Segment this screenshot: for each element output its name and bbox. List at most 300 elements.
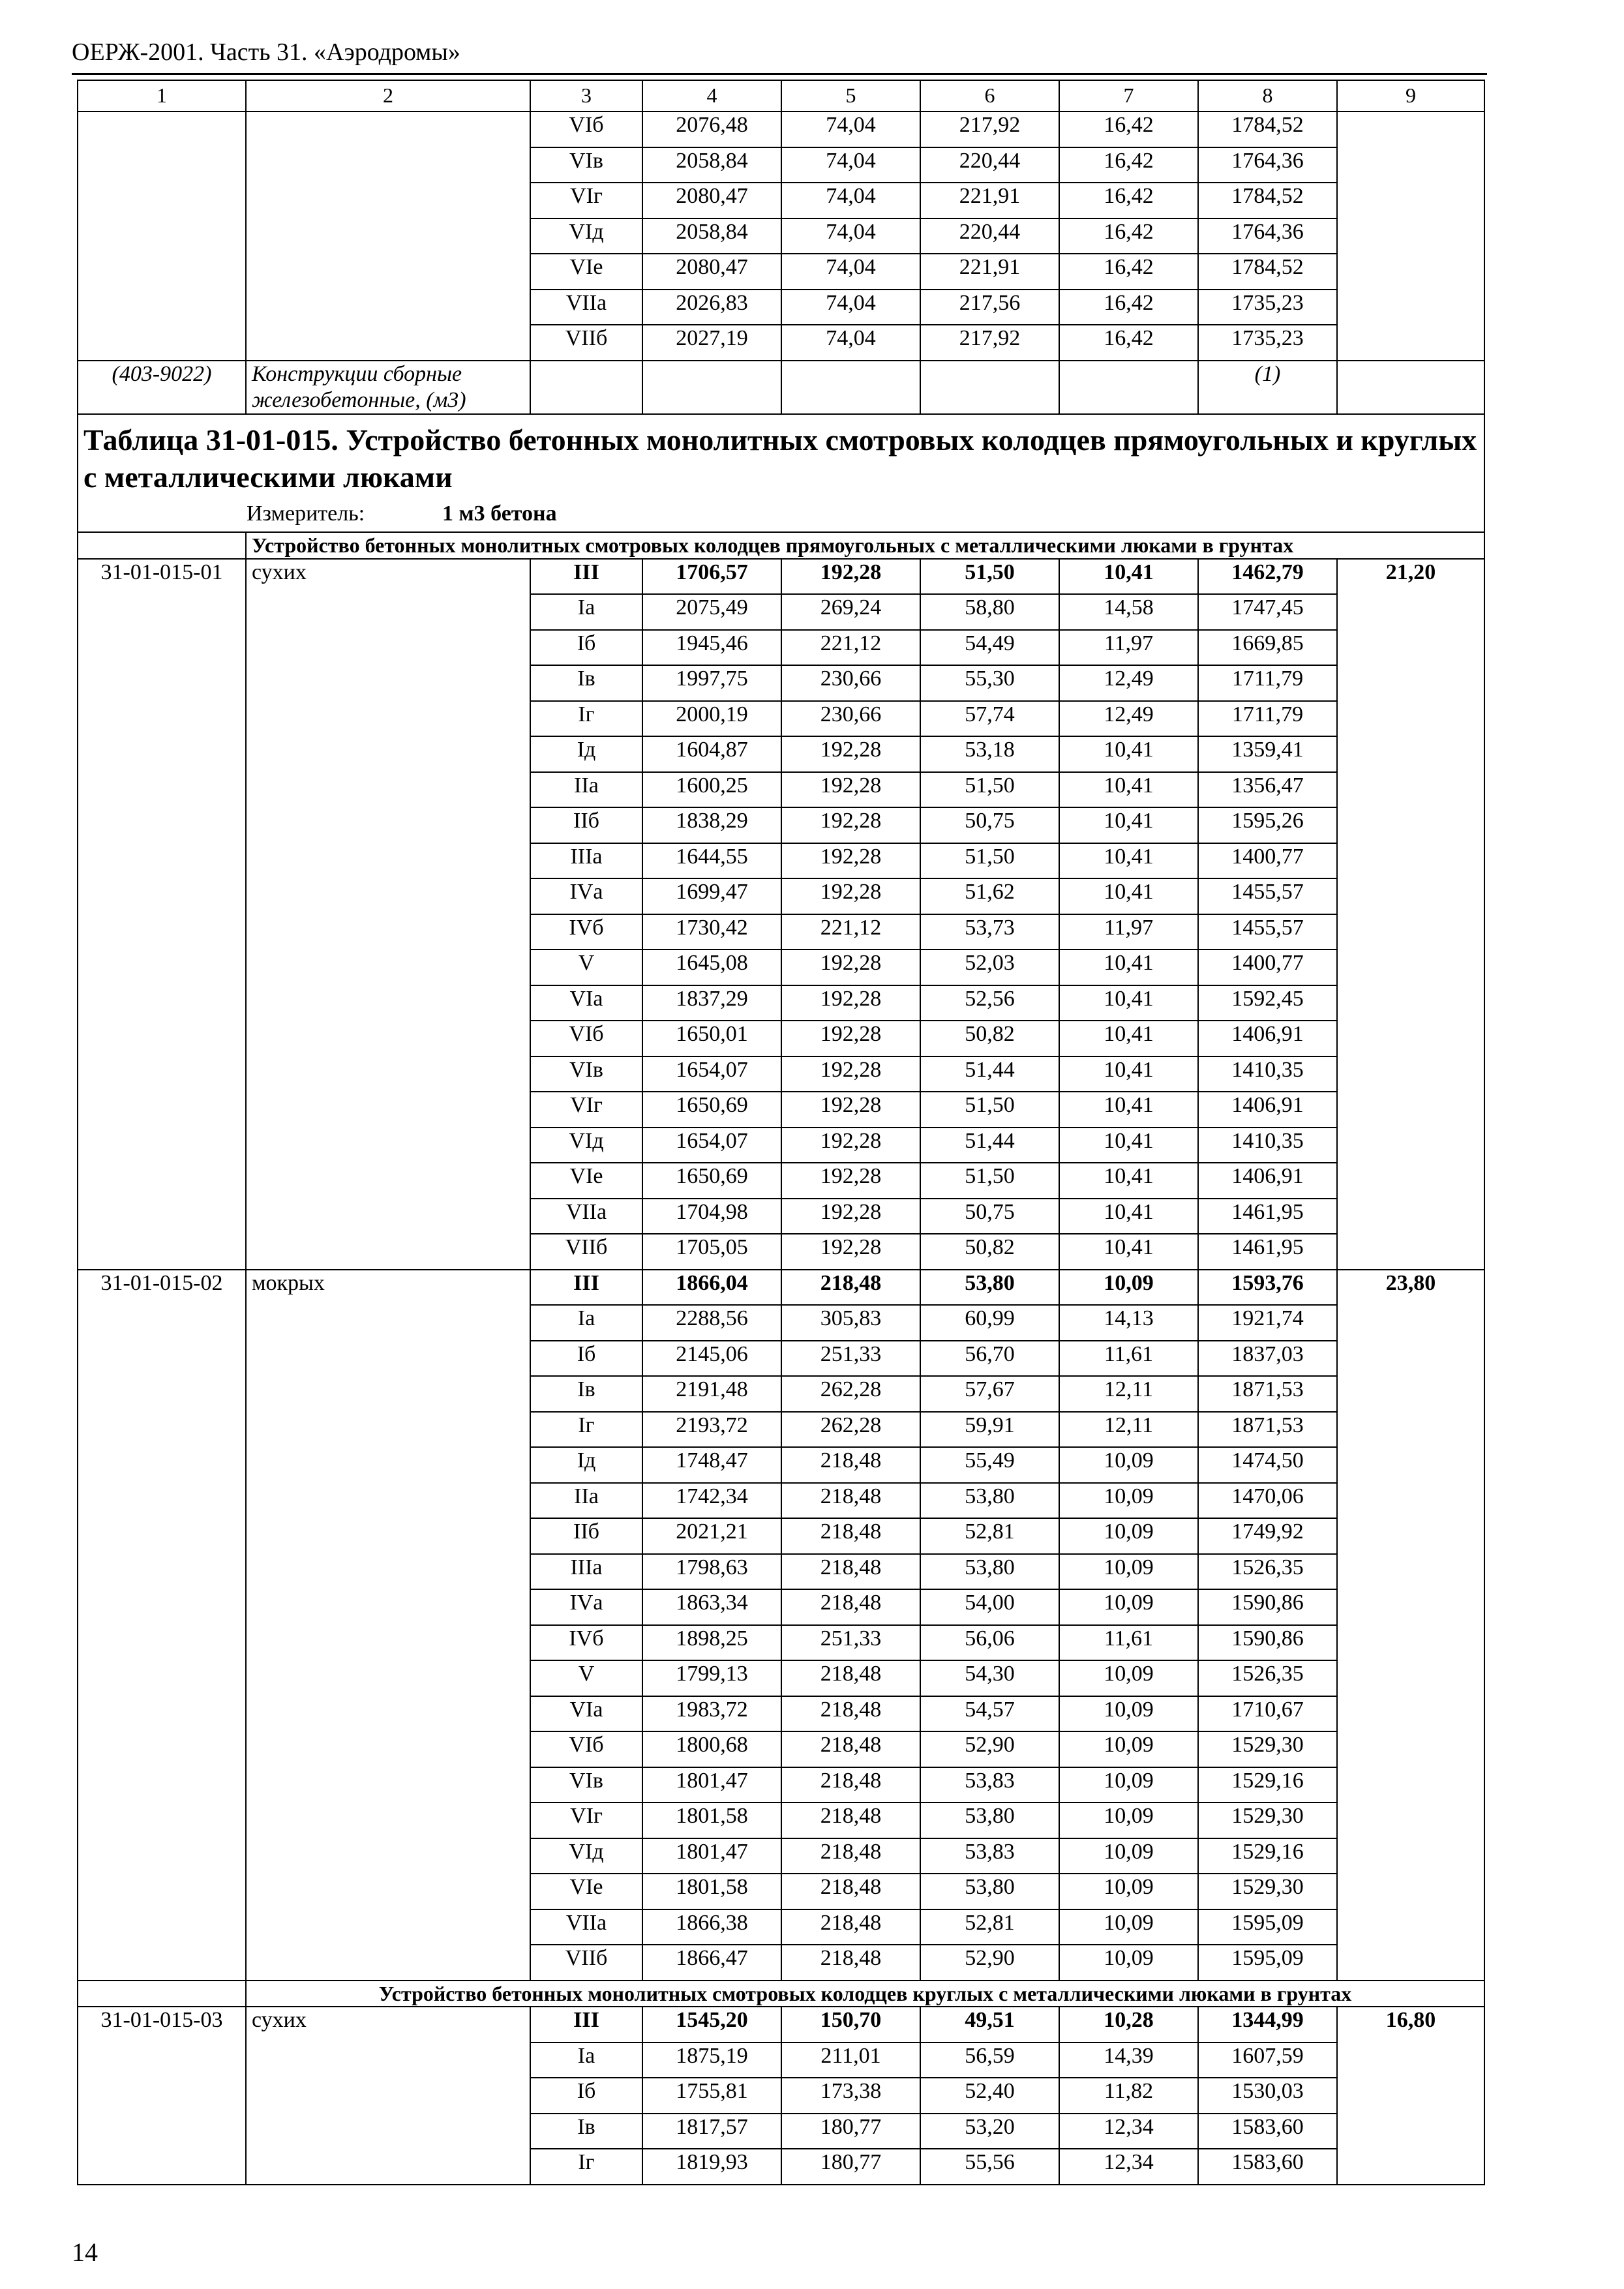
value-cell: 192,28 xyxy=(781,950,920,985)
value-cell: 1529,30 xyxy=(1198,1874,1337,1909)
value-cell: 2288,56 xyxy=(642,1305,781,1341)
resource-name: Конструкции сборные железобетонные, (м3) xyxy=(246,361,530,414)
value-cell: 1595,09 xyxy=(1198,1909,1337,1945)
value-cell: 1654,07 xyxy=(642,1056,781,1092)
value-cell: 10,41 xyxy=(1059,1128,1198,1163)
value-cell: 52,03 xyxy=(920,950,1059,985)
measure-label: Измеритель: xyxy=(247,501,365,526)
zone-cell: Iа xyxy=(530,594,642,630)
value-cell: 1455,57 xyxy=(1198,878,1337,914)
value-cell: 2058,84 xyxy=(642,218,781,254)
value-cell: 52,90 xyxy=(920,1731,1059,1767)
rate-code: 31-01-015-01 xyxy=(78,559,246,1270)
value-cell: 2191,48 xyxy=(642,1376,781,1412)
value-cell: 16,42 xyxy=(1059,112,1198,147)
value-cell: 230,66 xyxy=(781,665,920,701)
empty-cell xyxy=(781,361,920,414)
value-cell: 211,01 xyxy=(781,2042,920,2078)
value-cell: 1711,79 xyxy=(1198,665,1337,701)
value-cell: 50,75 xyxy=(920,807,1059,843)
value-cell: 218,48 xyxy=(781,1945,920,1981)
value-cell: 1474,50 xyxy=(1198,1447,1337,1483)
value-cell: 1866,38 xyxy=(642,1909,781,1945)
value-cell: 10,41 xyxy=(1059,807,1198,843)
zone-cell: IIIа xyxy=(530,1554,642,1590)
value-cell: 1650,69 xyxy=(642,1092,781,1128)
value-cell: 1997,75 xyxy=(642,665,781,701)
value-cell: 1462,79 xyxy=(1198,559,1337,595)
value-cell: 1784,52 xyxy=(1198,254,1337,290)
rate-name: сухих xyxy=(246,559,530,1270)
value-cell: 12,34 xyxy=(1059,2114,1198,2149)
value-cell: 1838,29 xyxy=(642,807,781,843)
value-cell: 2027,19 xyxy=(642,325,781,361)
measure-value: 1 м3 бетона xyxy=(442,501,557,526)
empty-labor-cell xyxy=(1337,112,1484,361)
resource-row xyxy=(78,361,1484,414)
zone-cell: Iд xyxy=(530,736,642,772)
value-cell: 53,80 xyxy=(920,1483,1059,1519)
value-cell: 1800,68 xyxy=(642,1731,781,1767)
value-cell: 218,48 xyxy=(781,1767,920,1803)
empty-code-cell xyxy=(78,112,246,361)
value-cell: 218,48 xyxy=(781,1660,920,1696)
zone-cell: VIе xyxy=(530,1874,642,1909)
value-cell: 1801,47 xyxy=(642,1838,781,1874)
value-cell: 1801,58 xyxy=(642,1803,781,1838)
value-cell: 1871,53 xyxy=(1198,1376,1337,1412)
value-cell: 1730,42 xyxy=(642,914,781,950)
value-cell: 51,50 xyxy=(920,772,1059,808)
value-cell: 54,30 xyxy=(920,1660,1059,1696)
value-cell: 218,48 xyxy=(781,1874,920,1909)
value-cell: 2080,47 xyxy=(642,254,781,290)
value-cell: 1644,55 xyxy=(642,843,781,879)
value-cell: 217,56 xyxy=(920,290,1059,325)
value-cell: 2021,21 xyxy=(642,1518,781,1554)
value-cell: 1607,59 xyxy=(1198,2042,1337,2078)
section-row xyxy=(78,1981,1484,2007)
value-cell: 218,48 xyxy=(781,1838,920,1874)
value-cell: 16,42 xyxy=(1059,147,1198,183)
value-cell: 53,20 xyxy=(920,2114,1059,2149)
value-cell: 53,80 xyxy=(920,1874,1059,1909)
value-cell: 1406,91 xyxy=(1198,1163,1337,1199)
value-cell: 1735,23 xyxy=(1198,325,1337,361)
empty-cell xyxy=(78,532,246,558)
zone-cell: VIд xyxy=(530,218,642,254)
value-cell: 10,09 xyxy=(1059,1518,1198,1554)
value-cell: 1863,34 xyxy=(642,1589,781,1625)
value-cell: 16,42 xyxy=(1059,325,1198,361)
value-cell: 1711,79 xyxy=(1198,701,1337,737)
column-number: 5 xyxy=(781,80,920,112)
value-cell: 1699,47 xyxy=(642,878,781,914)
value-cell: 1406,91 xyxy=(1198,1021,1337,1056)
zone-cell: IVб xyxy=(530,1625,642,1661)
value-cell: 10,41 xyxy=(1059,843,1198,879)
value-cell: 1530,03 xyxy=(1198,2078,1337,2114)
zone-cell: Iа xyxy=(530,1305,642,1341)
value-cell: 12,11 xyxy=(1059,1376,1198,1412)
rate-name: мокрых xyxy=(246,1270,530,1981)
value-cell: 217,92 xyxy=(920,112,1059,147)
value-cell: 11,61 xyxy=(1059,1625,1198,1661)
value-cell: 10,41 xyxy=(1059,1056,1198,1092)
zone-cell: VIIб xyxy=(530,1234,642,1270)
value-cell: 1837,29 xyxy=(642,985,781,1021)
value-cell: 251,33 xyxy=(781,1341,920,1377)
value-cell: 53,80 xyxy=(920,1270,1059,1306)
value-cell: 192,28 xyxy=(781,1092,920,1128)
zone-cell: Iг xyxy=(530,2149,642,2185)
zone-cell: Iб xyxy=(530,630,642,666)
value-cell: 10,09 xyxy=(1059,1696,1198,1732)
empty-cell xyxy=(78,1981,246,2007)
value-cell: 11,61 xyxy=(1059,1341,1198,1377)
value-cell: 2075,49 xyxy=(642,594,781,630)
value-cell: 192,28 xyxy=(781,843,920,879)
value-cell: 10,09 xyxy=(1059,1483,1198,1519)
zone-cell: IVа xyxy=(530,1589,642,1625)
rate-name: сухих xyxy=(246,2007,530,2185)
column-number: 4 xyxy=(642,80,781,112)
value-cell: 10,41 xyxy=(1059,559,1198,595)
column-number: 3 xyxy=(530,80,642,112)
value-cell: 51,62 xyxy=(920,878,1059,914)
value-cell: 1799,13 xyxy=(642,1660,781,1696)
value-cell: 10,41 xyxy=(1059,736,1198,772)
zone-cell: III xyxy=(530,2007,642,2042)
empty-cell xyxy=(530,361,642,414)
measure-line xyxy=(83,500,1479,528)
empty-cell xyxy=(1337,361,1484,414)
value-cell: 74,04 xyxy=(781,218,920,254)
value-cell: 218,48 xyxy=(781,1447,920,1483)
value-cell: 1595,09 xyxy=(1198,1945,1337,1981)
value-cell: 2076,48 xyxy=(642,112,781,147)
value-cell: 218,48 xyxy=(781,1696,920,1732)
value-cell: 51,44 xyxy=(920,1128,1059,1163)
value-cell: 10,09 xyxy=(1059,1554,1198,1590)
zone-cell: VIIб xyxy=(530,1945,642,1981)
value-cell: 10,09 xyxy=(1059,1874,1198,1909)
zone-cell: Iд xyxy=(530,1447,642,1483)
value-cell: 218,48 xyxy=(781,1909,920,1945)
value-cell: 10,09 xyxy=(1059,1589,1198,1625)
value-cell: 218,48 xyxy=(781,1270,920,1306)
value-cell: 16,42 xyxy=(1059,290,1198,325)
value-cell: 217,92 xyxy=(920,325,1059,361)
zone-cell: VIа xyxy=(530,1696,642,1732)
value-cell: 10,09 xyxy=(1059,1447,1198,1483)
value-cell: 220,44 xyxy=(920,218,1059,254)
value-cell: 52,90 xyxy=(920,1945,1059,1981)
value-cell: 16,42 xyxy=(1059,254,1198,290)
value-cell: 1710,67 xyxy=(1198,1696,1337,1732)
value-cell: 1755,81 xyxy=(642,2078,781,2114)
value-cell: 53,18 xyxy=(920,736,1059,772)
value-cell: 1837,03 xyxy=(1198,1341,1337,1377)
value-cell: 10,09 xyxy=(1059,1270,1198,1306)
value-cell: 2080,47 xyxy=(642,183,781,218)
zone-cell: IVа xyxy=(530,878,642,914)
value-cell: 51,50 xyxy=(920,559,1059,595)
value-cell: 10,41 xyxy=(1059,1234,1198,1270)
value-cell: 192,28 xyxy=(781,807,920,843)
value-cell: 1875,19 xyxy=(642,2042,781,2078)
value-cell: 14,58 xyxy=(1059,594,1198,630)
value-cell: 218,48 xyxy=(781,1518,920,1554)
value-cell: 1945,46 xyxy=(642,630,781,666)
value-cell: 180,77 xyxy=(781,2149,920,2185)
page-header: ОЕРЖ-2001. Часть 31. «Аэродромы» xyxy=(72,38,460,66)
value-cell: 50,82 xyxy=(920,1021,1059,1056)
zone-cell: Iб xyxy=(530,2078,642,2114)
value-cell: 1650,69 xyxy=(642,1163,781,1199)
value-cell: 1784,52 xyxy=(1198,183,1337,218)
zone-cell: VIб xyxy=(530,1731,642,1767)
value-cell: 74,04 xyxy=(781,112,920,147)
value-cell: 192,28 xyxy=(781,878,920,914)
value-cell: 52,56 xyxy=(920,985,1059,1021)
value-cell: 1583,60 xyxy=(1198,2149,1337,2185)
value-cell: 55,56 xyxy=(920,2149,1059,2185)
value-cell: 173,38 xyxy=(781,2078,920,2114)
value-cell: 1359,41 xyxy=(1198,736,1337,772)
value-cell: 1410,35 xyxy=(1198,1128,1337,1163)
column-number: 7 xyxy=(1059,80,1198,112)
zone-cell: VIг xyxy=(530,1092,642,1128)
value-cell: 1529,16 xyxy=(1198,1838,1337,1874)
value-cell: 1705,05 xyxy=(642,1234,781,1270)
page-number: 14 xyxy=(72,2237,98,2267)
value-cell: 11,97 xyxy=(1059,914,1198,950)
value-cell: 10,41 xyxy=(1059,1021,1198,1056)
value-cell: 50,75 xyxy=(920,1199,1059,1234)
value-cell: 1704,98 xyxy=(642,1199,781,1234)
value-cell: 10,09 xyxy=(1059,1838,1198,1874)
value-cell: 218,48 xyxy=(781,1589,920,1625)
zone-cell: III xyxy=(530,1270,642,1306)
value-cell: 1400,77 xyxy=(1198,843,1337,879)
resource-value: (1) xyxy=(1198,361,1337,414)
value-cell: 10,09 xyxy=(1059,1767,1198,1803)
value-cell: 1529,30 xyxy=(1198,1731,1337,1767)
zone-cell: VIд xyxy=(530,1838,642,1874)
value-cell: 49,51 xyxy=(920,2007,1059,2042)
value-cell: 57,74 xyxy=(920,701,1059,737)
value-cell: 50,82 xyxy=(920,1234,1059,1270)
value-cell: 10,41 xyxy=(1059,1092,1198,1128)
value-cell: 1921,74 xyxy=(1198,1305,1337,1341)
zone-cell: IIб xyxy=(530,1518,642,1554)
labor-cost: 16,80 xyxy=(1337,2007,1484,2185)
zone-cell: VIд xyxy=(530,1128,642,1163)
value-cell: 218,48 xyxy=(781,1554,920,1590)
zone-cell: Iб xyxy=(530,1341,642,1377)
column-number: 6 xyxy=(920,80,1059,112)
zone-cell: Iа xyxy=(530,2042,642,2078)
value-cell: 221,91 xyxy=(920,183,1059,218)
zone-cell: VIв xyxy=(530,147,642,183)
value-cell: 10,09 xyxy=(1059,1660,1198,1696)
zone-cell: Iв xyxy=(530,665,642,701)
value-cell: 1669,85 xyxy=(1198,630,1337,666)
value-cell: 221,12 xyxy=(781,630,920,666)
value-cell: 1595,26 xyxy=(1198,807,1337,843)
value-cell: 269,24 xyxy=(781,594,920,630)
value-cell: 1764,36 xyxy=(1198,147,1337,183)
value-cell: 1410,35 xyxy=(1198,1056,1337,1092)
value-cell: 11,97 xyxy=(1059,630,1198,666)
value-cell: 1545,20 xyxy=(642,2007,781,2042)
value-cell: 51,50 xyxy=(920,1092,1059,1128)
value-cell: 10,09 xyxy=(1059,1909,1198,1945)
zone-cell: VIб xyxy=(530,112,642,147)
section-heading: Устройство бетонных монолитных смотровых колодцев прямоугольных с металлическими люками в грунтах xyxy=(246,532,1484,558)
value-cell: 1470,06 xyxy=(1198,1483,1337,1519)
value-cell: 12,11 xyxy=(1059,1412,1198,1448)
value-cell: 53,80 xyxy=(920,1803,1059,1838)
value-cell: 1866,04 xyxy=(642,1270,781,1306)
value-cell: 192,28 xyxy=(781,772,920,808)
value-cell: 10,09 xyxy=(1059,1731,1198,1767)
value-cell: 14,39 xyxy=(1059,2042,1198,2078)
value-cell: 1583,60 xyxy=(1198,2114,1337,2149)
value-cell: 57,67 xyxy=(920,1376,1059,1412)
value-cell: 1455,57 xyxy=(1198,914,1337,950)
table-row xyxy=(78,1270,1484,1306)
value-cell: 11,82 xyxy=(1059,2078,1198,2114)
empty-cell xyxy=(642,361,781,414)
zone-cell: VIе xyxy=(530,1163,642,1199)
value-cell: 192,28 xyxy=(781,1234,920,1270)
empty-cell xyxy=(920,361,1059,414)
value-cell: 150,70 xyxy=(781,2007,920,2042)
zone-cell: Iв xyxy=(530,1376,642,1412)
value-cell: 59,91 xyxy=(920,1412,1059,1448)
value-cell: 1798,63 xyxy=(642,1554,781,1590)
value-cell: 1650,01 xyxy=(642,1021,781,1056)
value-cell: 1645,08 xyxy=(642,950,781,985)
column-number-row xyxy=(78,80,1484,112)
value-cell: 56,06 xyxy=(920,1625,1059,1661)
value-cell: 52,40 xyxy=(920,2078,1059,2114)
table-title-row xyxy=(78,414,1484,533)
column-number: 9 xyxy=(1337,80,1484,112)
labor-cost: 21,20 xyxy=(1337,559,1484,1270)
value-cell: 1529,30 xyxy=(1198,1803,1337,1838)
value-cell: 1748,47 xyxy=(642,1447,781,1483)
value-cell: 14,13 xyxy=(1059,1305,1198,1341)
value-cell: 1461,95 xyxy=(1198,1199,1337,1234)
value-cell: 1529,16 xyxy=(1198,1767,1337,1803)
table-body xyxy=(78,80,1484,2185)
value-cell: 1747,45 xyxy=(1198,594,1337,630)
value-cell: 1742,34 xyxy=(642,1483,781,1519)
zone-cell: III xyxy=(530,559,642,595)
value-cell: 74,04 xyxy=(781,290,920,325)
zone-cell: VIIа xyxy=(530,290,642,325)
zone-cell: Iг xyxy=(530,701,642,737)
section-row xyxy=(78,532,1484,558)
value-cell: 58,80 xyxy=(920,594,1059,630)
labor-cost: 23,80 xyxy=(1337,1270,1484,1981)
zone-cell: IVб xyxy=(530,914,642,950)
value-cell: 2000,19 xyxy=(642,701,781,737)
value-cell: 192,28 xyxy=(781,1056,920,1092)
zone-cell: VIIа xyxy=(530,1199,642,1234)
column-number: 8 xyxy=(1198,80,1337,112)
zone-cell: V xyxy=(530,1660,642,1696)
zone-cell: V xyxy=(530,950,642,985)
zone-cell: VIIб xyxy=(530,325,642,361)
zone-cell: Iв xyxy=(530,2114,642,2149)
value-cell: 1400,77 xyxy=(1198,950,1337,985)
value-cell: 192,28 xyxy=(781,559,920,595)
value-cell: 1983,72 xyxy=(642,1696,781,1732)
value-cell: 221,12 xyxy=(781,914,920,950)
value-cell: 230,66 xyxy=(781,701,920,737)
value-cell: 10,41 xyxy=(1059,1199,1198,1234)
zone-cell: VIг xyxy=(530,183,642,218)
zone-cell: IIа xyxy=(530,772,642,808)
value-cell: 1749,92 xyxy=(1198,1518,1337,1554)
zone-cell: IIIа xyxy=(530,843,642,879)
value-cell: 55,30 xyxy=(920,665,1059,701)
value-cell: 2058,84 xyxy=(642,147,781,183)
value-cell: 74,04 xyxy=(781,147,920,183)
value-cell: 16,42 xyxy=(1059,183,1198,218)
section-heading: Устройство бетонных монолитных смотровых колодцев круглых с металлическими люками в грунтах xyxy=(246,1981,1484,2007)
value-cell: 1604,87 xyxy=(642,736,781,772)
value-cell: 10,28 xyxy=(1059,2007,1198,2042)
rate-code: 31-01-015-02 xyxy=(78,1270,246,1981)
value-cell: 1898,25 xyxy=(642,1625,781,1661)
value-cell: 1356,47 xyxy=(1198,772,1337,808)
zone-cell: VIг xyxy=(530,1803,642,1838)
value-cell: 262,28 xyxy=(781,1412,920,1448)
value-cell: 1600,25 xyxy=(642,772,781,808)
value-cell: 1592,45 xyxy=(1198,985,1337,1021)
value-cell: 1593,76 xyxy=(1198,1270,1337,1306)
zone-cell: VIб xyxy=(530,1021,642,1056)
value-cell: 60,99 xyxy=(920,1305,1059,1341)
value-cell: 192,28 xyxy=(781,1199,920,1234)
value-cell: 54,49 xyxy=(920,630,1059,666)
column-number: 1 xyxy=(78,80,246,112)
zone-cell: VIа xyxy=(530,985,642,1021)
value-cell: 220,44 xyxy=(920,147,1059,183)
value-cell: 74,04 xyxy=(781,183,920,218)
zone-cell: Iг xyxy=(530,1412,642,1448)
value-cell: 10,09 xyxy=(1059,1803,1198,1838)
value-cell: 51,44 xyxy=(920,1056,1059,1092)
value-cell: 192,28 xyxy=(781,1128,920,1163)
value-cell: 262,28 xyxy=(781,1376,920,1412)
value-cell: 1801,58 xyxy=(642,1874,781,1909)
value-cell: 1590,86 xyxy=(1198,1625,1337,1661)
zone-cell: VIIа xyxy=(530,1909,642,1945)
value-cell: 10,41 xyxy=(1059,985,1198,1021)
value-cell: 192,28 xyxy=(781,1021,920,1056)
value-cell: 1764,36 xyxy=(1198,218,1337,254)
value-cell: 74,04 xyxy=(781,325,920,361)
value-cell: 2026,83 xyxy=(642,290,781,325)
value-cell: 180,77 xyxy=(781,2114,920,2149)
value-cell: 56,70 xyxy=(920,1341,1059,1377)
